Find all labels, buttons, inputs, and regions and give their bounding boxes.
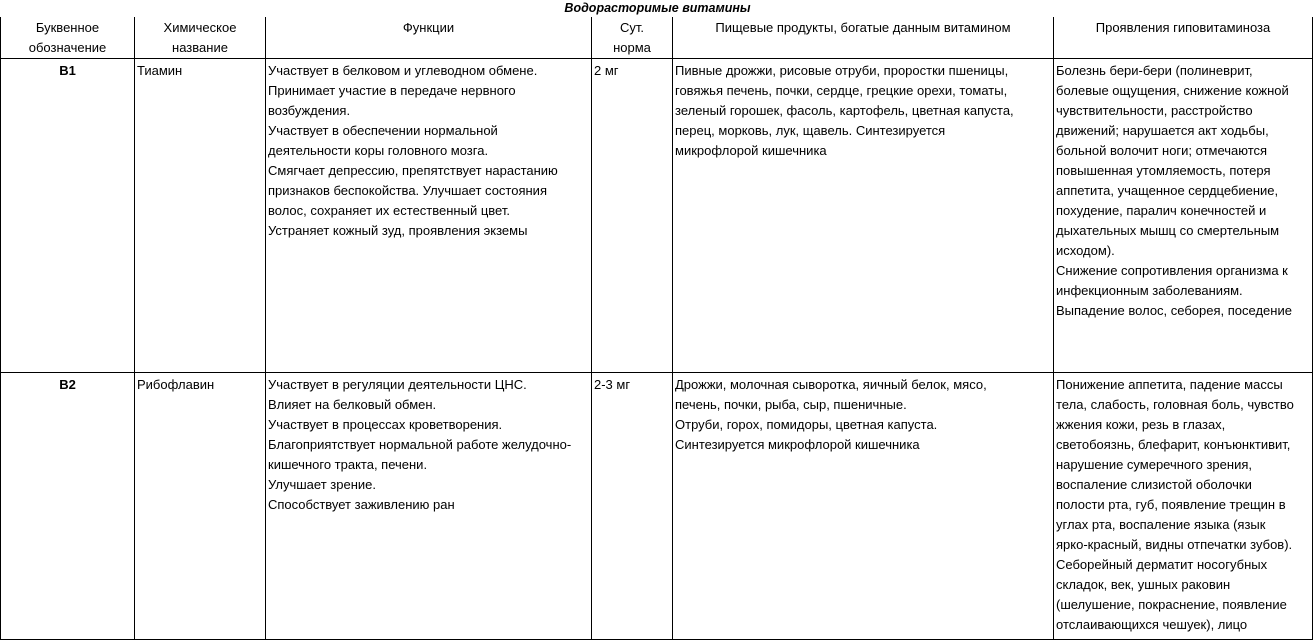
- table-title: Водорасторимые витамины: [564, 1, 751, 15]
- deficiency-cell-line: тела, слабость, головная боль, чувство: [1056, 397, 1294, 412]
- daily-norm-text: 2-3 мг: [594, 377, 631, 392]
- deficiency-cell-line: жжения кожи, резь в глазах,: [1056, 417, 1226, 432]
- deficiency-cell-line: складок, век, ушных раковин: [1056, 577, 1231, 592]
- deficiency-cell: [1054, 59, 1313, 373]
- header-chemical-name: Химическое название: [135, 17, 266, 59]
- deficiency-cell-line: Понижение аппетита, падение массы: [1056, 377, 1283, 392]
- functions-cell-line: Устраняет кожный зуд, проявления экземы: [268, 223, 528, 238]
- deficiency-cell-line: движений; нарушается акт ходьбы,: [1056, 123, 1269, 138]
- deficiency-cell-line: повышенная утомляемость, потеря: [1056, 163, 1271, 178]
- foods-cell-line: перец, морковь, лук, щавель. Синтезируется: [675, 123, 946, 138]
- deficiency-cell-line: болевые ощущения, снижение кожной: [1056, 83, 1289, 98]
- daily-norm: [592, 59, 673, 373]
- deficiency-cell-line: нарушение сумеречного зрения,: [1056, 457, 1252, 472]
- functions-cell-line: Участвует в обеспечении нормальной: [268, 123, 498, 138]
- functions-cell-line: признаков беспокойства. Улучшает состояния: [268, 183, 547, 198]
- functions-cell-line: Влияет на белковый обмен.: [268, 397, 437, 412]
- deficiency-cell-line: воспаление слизистой оболочки: [1056, 477, 1252, 492]
- deficiency-cell-line: чувствительности, расстройство: [1056, 103, 1253, 118]
- foods-cell-line: Пивные дрожжи, рисовые отруби, проростки пшеницы,: [675, 63, 1009, 78]
- functions-cell-line: деятельности коры головного мозга.: [268, 143, 489, 158]
- deficiency-cell-line: полости рта, губ, появление трещин в: [1056, 497, 1286, 512]
- foods-cell-line: Дрожжи, молочная сыворотка, яичный белок, мясо,: [675, 377, 987, 392]
- chemical-name-text: Тиамин: [137, 63, 183, 78]
- foods-cell-line: печень, почки, рыба, сыр, пшеничные.: [675, 397, 907, 412]
- deficiency-cell-line: исходом).: [1056, 243, 1115, 258]
- header-deficiency: Проявления гиповитаминоза: [1054, 17, 1313, 59]
- vitamin-letter: B1: [1, 59, 135, 373]
- foods-cell-line: Синтезируется микрофлорой кишечника: [675, 437, 920, 452]
- header-daily-norm: Сут. норма: [592, 17, 673, 59]
- functions-cell-line: Смягчает депрессию, препятствует нарастанию: [268, 163, 558, 178]
- chemical-name-text: Рибофлавин: [137, 377, 215, 392]
- header-letter: Буквенное обозначение: [1, 17, 135, 59]
- deficiency-cell-line: (шелушение, покраснение, появление: [1056, 597, 1287, 612]
- table-row: [1, 373, 1313, 640]
- deficiency-cell-line: светобоязнь, блефарит, конъюнктивит,: [1056, 437, 1291, 452]
- daily-norm-text: 2 мг: [594, 63, 619, 78]
- deficiency-cell: [1054, 373, 1313, 640]
- header-row: [1, 17, 1313, 59]
- functions-cell-line: Участвует в процессах кроветворения.: [268, 417, 503, 432]
- deficiency-cell-line: аппетита, учащенное сердцебиение,: [1056, 183, 1279, 198]
- header-functions: Функции: [266, 17, 592, 59]
- functions-cell-line: Способствует заживлению ран: [268, 497, 455, 512]
- deficiency-cell-line: ярко-красный, видны отпечатки зубов).: [1056, 537, 1293, 552]
- functions-cell-line: волос, сохраняет их естественный цвет.: [268, 203, 510, 218]
- deficiency-cell-line: дыхательных мышц со смертельным: [1056, 223, 1280, 238]
- foods-cell-line: микрофлорой кишечника: [675, 143, 827, 158]
- functions-cell: [266, 373, 592, 640]
- foods-cell-line: зеленый горошек, фасоль, картофель, цветная капуста,: [675, 103, 1014, 118]
- chemical-name: [135, 59, 266, 373]
- header-foods: Пищевые продукты, богатые данным витамином: [673, 17, 1054, 59]
- vitamin-letter: B2: [1, 373, 135, 640]
- deficiency-cell-line: отслаивающихся чешуек), лицо: [1056, 617, 1248, 632]
- daily-norm: [592, 373, 673, 640]
- functions-cell-line: Улучшает зрение.: [268, 477, 376, 492]
- chemical-name: [135, 373, 266, 640]
- deficiency-cell-line: инфекционным заболеваниям.: [1056, 283, 1243, 298]
- vitamins-table: [0, 17, 1313, 640]
- deficiency-cell-line: больной волочит ноги; отмечаются: [1056, 143, 1268, 158]
- functions-cell-line: Участвует в регуляции деятельности ЦНС.: [268, 377, 527, 392]
- foods-cell-line: говяжья печень, почки, сердце, грецкие орехи, томаты,: [675, 83, 1008, 98]
- foods-cell-line: Отруби, горох, помидоры, цветная капуста.: [675, 417, 938, 432]
- foods-cell: [673, 373, 1054, 640]
- functions-cell-line: Принимает участие в передаче нервного: [268, 83, 516, 98]
- deficiency-cell-line: похудение, паралич конечностей и: [1056, 203, 1267, 218]
- functions-cell-line: возбуждения.: [268, 103, 351, 118]
- functions-cell: [266, 59, 592, 373]
- deficiency-cell-line: Болезнь бери-бери (полиневрит,: [1056, 63, 1253, 78]
- foods-cell: [673, 59, 1054, 373]
- functions-cell-line: Благоприятствует нормальной работе желудочно-: [268, 437, 572, 452]
- functions-cell-line: кишечного тракта, печени.: [268, 457, 428, 472]
- deficiency-cell-line: Снижение сопротивления организма к: [1056, 263, 1288, 278]
- table-row: [1, 59, 1313, 373]
- functions-cell-line: Участвует в белковом и углеводном обмене.: [268, 63, 538, 78]
- deficiency-cell-line: углах рта, воспаление языка (язык: [1056, 517, 1266, 532]
- deficiency-cell-line: Себорейный дерматит носогубных: [1056, 557, 1268, 572]
- deficiency-cell-line: Выпадение волос, себорея, поседение: [1056, 303, 1292, 318]
